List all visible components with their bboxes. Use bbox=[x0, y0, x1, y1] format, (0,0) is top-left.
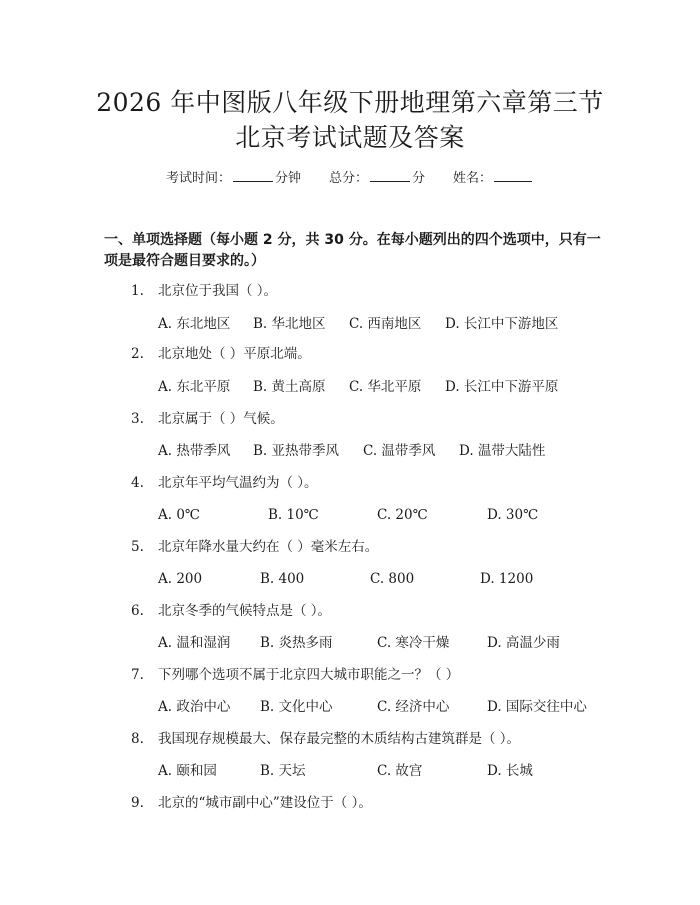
question-number: 1. bbox=[131, 283, 144, 299]
exam-time-label: 考试时间： bbox=[165, 171, 231, 186]
answer-option: C. 华北平原 bbox=[349, 379, 422, 395]
answer-option: A. 东北地区 bbox=[158, 316, 231, 332]
question-stem: 北京年平均气温约为（ ）。 bbox=[158, 475, 318, 491]
answer-option: A. 温和湿润 bbox=[158, 635, 231, 651]
answer-option: C. 20℃ bbox=[377, 507, 428, 523]
question-number: 2. bbox=[131, 346, 144, 362]
page-title-line-2: 北京考试试题及答案 bbox=[235, 123, 465, 152]
exam-time bbox=[166, 168, 301, 188]
answer-option: D. 长江中下游地区 bbox=[445, 316, 559, 332]
question-number: 8. bbox=[131, 731, 144, 747]
answer-option: D. 1200 bbox=[480, 571, 534, 587]
answer-option: D. 30℃ bbox=[487, 507, 539, 523]
total-score-unit: 分 bbox=[412, 171, 426, 186]
section-heading: 一、单项选择题（每小题 2 分，共 30 分。在每小题列出的四个选项中，只有一项是最符合题目要求的。） bbox=[104, 232, 601, 269]
answer-option: B. 文化中心 bbox=[260, 699, 333, 715]
answer-option: A. 颐和园 bbox=[158, 763, 217, 779]
question-stem: 北京的“城市副中心”建设位于（ ）。 bbox=[158, 795, 372, 811]
question-number: 4. bbox=[131, 475, 144, 491]
question-stem: 北京位于我国（ ）。 bbox=[158, 283, 278, 299]
answer-option: A. 东北平原 bbox=[158, 379, 231, 395]
answer-option: D. 国际交往中心 bbox=[487, 699, 587, 715]
answer-option: B. 天坛 bbox=[260, 763, 306, 779]
answer-option: B. 400 bbox=[260, 571, 305, 587]
answer-option: B. 黄土高原 bbox=[253, 379, 326, 395]
answer-option: C. 经济中心 bbox=[377, 699, 450, 715]
answer-option: C. 800 bbox=[370, 571, 415, 587]
answer-option: D. 温带大陆性 bbox=[459, 443, 546, 459]
exam-time-blank bbox=[233, 168, 273, 182]
total-score-label: 总分： bbox=[328, 171, 368, 186]
student-name bbox=[453, 168, 534, 188]
answer-option: C. 西南地区 bbox=[349, 316, 422, 332]
answer-option: C. 故宫 bbox=[377, 763, 423, 779]
question-stem: 下列哪个选项不属于北京四大城市职能之一？（ ） bbox=[158, 667, 460, 683]
answer-option: A. 200 bbox=[158, 571, 203, 587]
total-score-blank bbox=[370, 168, 410, 182]
question-stem: 北京属于（ ）气候。 bbox=[158, 411, 284, 427]
question-stem: 我国现存规模最大、保存最完整的木质结构古建筑群是（ ）。 bbox=[158, 731, 521, 747]
answer-option: D. 长江中下游平原 bbox=[445, 379, 559, 395]
answer-option: C. 温带季风 bbox=[363, 443, 436, 459]
answer-option: B. 亚热带季风 bbox=[253, 443, 340, 459]
question-number: 7. bbox=[131, 667, 144, 683]
answer-option: D. 高温少雨 bbox=[487, 635, 560, 651]
answer-option: D. 长城 bbox=[487, 763, 533, 779]
question-stem: 北京年降水量大约在（ ）毫米左右。 bbox=[158, 539, 379, 555]
answer-option: B. 炎热多雨 bbox=[260, 635, 333, 651]
question-number: 5. bbox=[131, 539, 144, 555]
question-number: 9. bbox=[131, 795, 144, 811]
answer-option: A. 政治中心 bbox=[158, 699, 231, 715]
answer-option: B. 华北地区 bbox=[253, 316, 326, 332]
answer-option: A. 0℃ bbox=[158, 507, 201, 523]
exam-meta bbox=[0, 168, 700, 188]
question-stem: 北京地处（ ）平原北端。 bbox=[158, 346, 311, 362]
answer-option: C. 寒冷干燥 bbox=[377, 635, 450, 651]
question-number: 3. bbox=[131, 411, 144, 427]
question-number: 6. bbox=[131, 603, 144, 619]
student-name-blank bbox=[494, 168, 532, 182]
total-score bbox=[329, 168, 425, 188]
page-title-line-1: 2026 年中图版八年级下册地理第六章第三节 bbox=[96, 88, 604, 117]
answer-option: B. 10℃ bbox=[268, 507, 319, 523]
exam-time-unit: 分钟 bbox=[274, 171, 301, 186]
student-name-label: 姓名： bbox=[453, 171, 493, 186]
answer-option: A. 热带季风 bbox=[158, 443, 231, 459]
question-stem: 北京冬季的气候特点是（ ）。 bbox=[158, 603, 332, 619]
